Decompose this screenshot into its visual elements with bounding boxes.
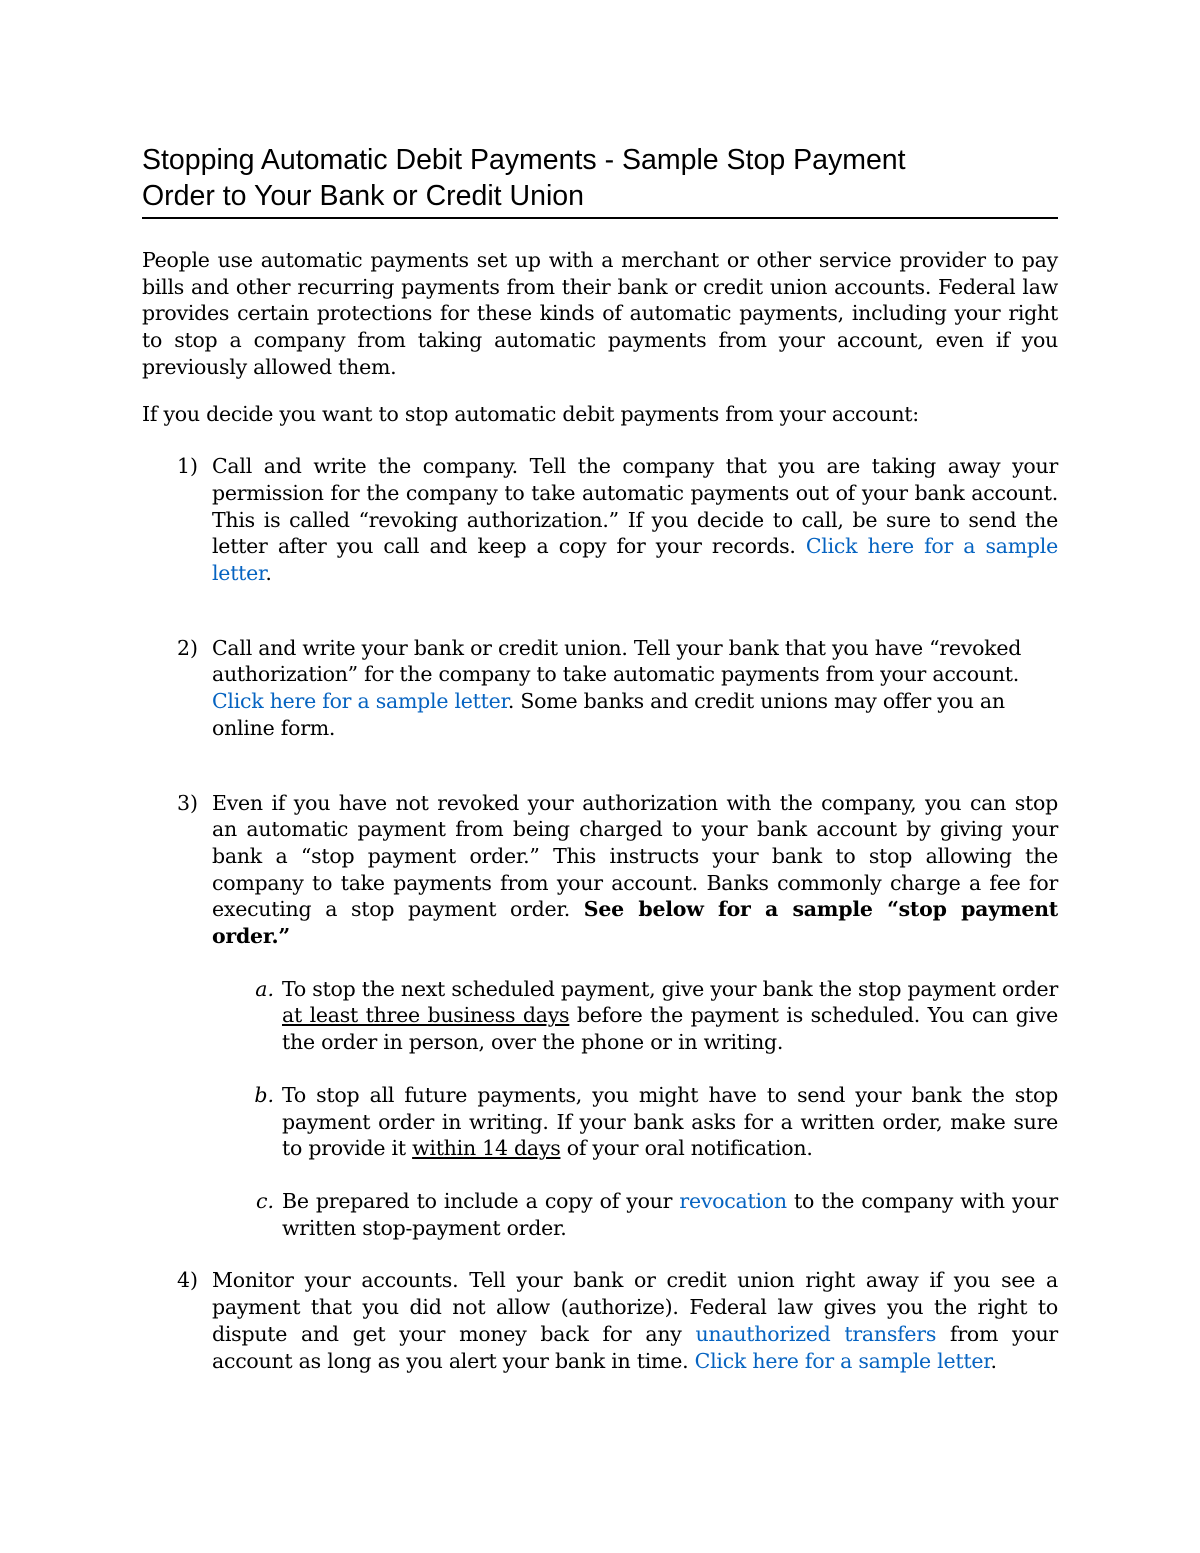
sub-item: c. Be prepared to include a copy of your revocation to the company with your written stop-payment order.: [212, 1188, 1058, 1241]
list-item: 4) Monitor your accounts. Tell your bank or credit union right away if you see a payment that you did not allow (authorize). Federal law gives you the right to dispute and get your money back for any unauthorized transfers from your account as long as you alert your bank in time. Click here for a sample letter.: [142, 1267, 1058, 1374]
underlined-text: within 14 days: [412, 1136, 561, 1161]
intro-paragraph: People use automatic payments set up with a merchant or other service provider to pay bills and other recurring payments from their bank or credit union accounts. Federal law provides certain protections for these kinds of automatic payments, including your right to stop a company from taking automatic payments from your account, even if you previously allowed them.: [142, 248, 1058, 379]
item-number: 4): [176, 1268, 198, 1293]
title-line-1: Stopping Automatic Debit Payments - Sample Stop Payment: [142, 144, 906, 176]
list-item: 1) Call and write the company. Tell the company that you are taking away your permission for the company to take automatic payments out of your bank account. This is called “revoking authorization.” If you decide to call, be sure to send the letter after you call and keep a copy for your records. Click here for a sample letter.: [142, 453, 1058, 587]
sample-stop-payment-note: See below for a sample “stop payment order.”: [212, 897, 1058, 949]
item-number: 2): [176, 635, 198, 660]
document-page: [142, 142, 1058, 1374]
sub-item: b. To stop all future payments, you might have to send your bank the stop payment order in writing. If your bank asks for a written order, make sure to provide it within 14 days of your oral notification.: [212, 1082, 1058, 1162]
lead-paragraph: If you decide you want to stop automatic debit payments from your account:: [142, 401, 919, 426]
sample-letter-link[interactable]: Click here for a sample letter: [212, 689, 508, 714]
sample-letter-link[interactable]: Click here for a sample letter: [694, 1348, 991, 1373]
list-item: 3) Even if you have not revoked your authorization with the company, you can stop an automatic payment from being charged to your bank account by giving your bank a “stop payment order.” This instructs your bank to stop allowing the company to take payments from your account. Banks commonly charge a fee for executing a stop payment order. See below for a sample “stop payment order.” a. To stop the next scheduled payment, give your bank the stop payment order at least three business days before the payment is scheduled. You can give the order in person, over the phone or in writing. b. To stop all future payments, you might have to send your bank the stop payment order in writing. If your bank asks for a written order, make sure to provide it within 14 days of your oral notification. c. Be prepared to include a copy of your revocation to the company with your written stop-payment order.: [142, 790, 1058, 1242]
sub-item-letter: b.: [254, 1082, 274, 1107]
sub-item-letter: c.: [256, 1188, 274, 1213]
underlined-text: at least three business days: [282, 1003, 570, 1028]
unauthorized-transfers-link[interactable]: unauthorized transfers: [695, 1321, 937, 1346]
item-number: 3): [176, 790, 198, 815]
revocation-link[interactable]: revocation: [679, 1188, 787, 1213]
sub-item-letter: a.: [255, 976, 274, 1001]
sub-item: a. To stop the next scheduled payment, give your bank the stop payment order at least three business days before the payment is scheduled. You can give the order in person, over the phone or in writing.: [212, 976, 1058, 1056]
page-title: [142, 142, 1058, 219]
sub-list: [142, 976, 1058, 1242]
item-number: 1): [176, 454, 198, 479]
steps-list: [142, 453, 1058, 1374]
list-item: 2) Call and write your bank or credit union. Tell your bank that you have “revoked authorization” for the company to take automatic payments from your account. Click here for a sample letter. Some banks and credit unions may offer you an online form.: [142, 635, 1058, 742]
title-line-2: Order to Your Bank or Credit Union: [142, 180, 584, 212]
sample-letter-link[interactable]: Click here for a sample letter: [212, 534, 1058, 586]
